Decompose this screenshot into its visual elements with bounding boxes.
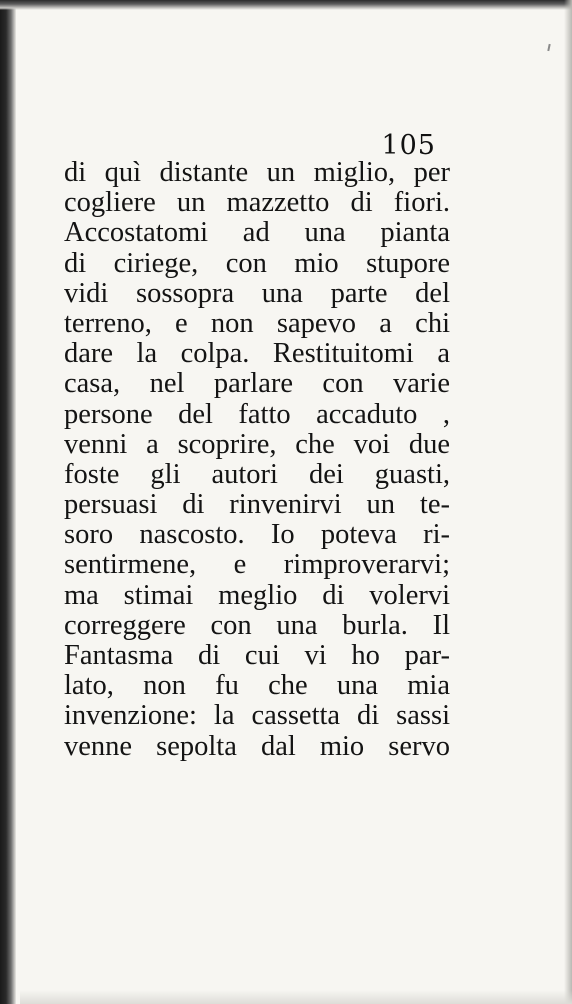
- text-line: terreno, e non sapevo a chi: [64, 307, 450, 339]
- text-line: casa, nel parlare con varie: [64, 368, 450, 400]
- body-text: [64, 158, 450, 762]
- page-right-shadow: [564, 0, 572, 1004]
- text-line: lato, non fu che una mia: [64, 670, 450, 702]
- text-line: persuasi di rinvenirvi un te-: [64, 489, 450, 521]
- text-line: dare la colpa. Restituitomi a: [64, 338, 450, 370]
- paper-speck: [547, 44, 550, 51]
- text-line: venni a scoprire, che voi due: [64, 428, 450, 460]
- text-line: Accostatomi ad una pianta: [64, 217, 450, 249]
- page-bottom-edge: [20, 990, 572, 1004]
- text-line: Fantasma di cui vi ho par-: [64, 640, 450, 671]
- page-binding-edge: [0, 0, 16, 1004]
- text-line: cogliere un mazzetto di fiori.: [64, 187, 450, 219]
- text-line: vidi sossopra una parte del: [64, 277, 450, 309]
- text-line: persone del fatto accaduto ,: [64, 398, 450, 430]
- text-line: venne sepolta dal mio servo: [64, 730, 450, 762]
- text-line: correggere con una burla. Il: [64, 609, 450, 641]
- page-top-edge: [0, 0, 572, 10]
- text-line: di quì distante un miglio, per: [64, 157, 450, 188]
- text-line: soro nascosto. Io poteva ri-: [64, 519, 450, 551]
- text-line: foste gli autori dei guasti,: [64, 458, 450, 490]
- text-line: di ciriege, con mio stupore: [64, 247, 450, 279]
- page-number: 105: [381, 130, 436, 161]
- text-line: ma stimai meglio di volervi: [64, 579, 450, 611]
- text-line: invenzione: la cassetta di sassi: [64, 700, 450, 732]
- text-line: sentirmene, e rimproverarvi;: [64, 549, 450, 581]
